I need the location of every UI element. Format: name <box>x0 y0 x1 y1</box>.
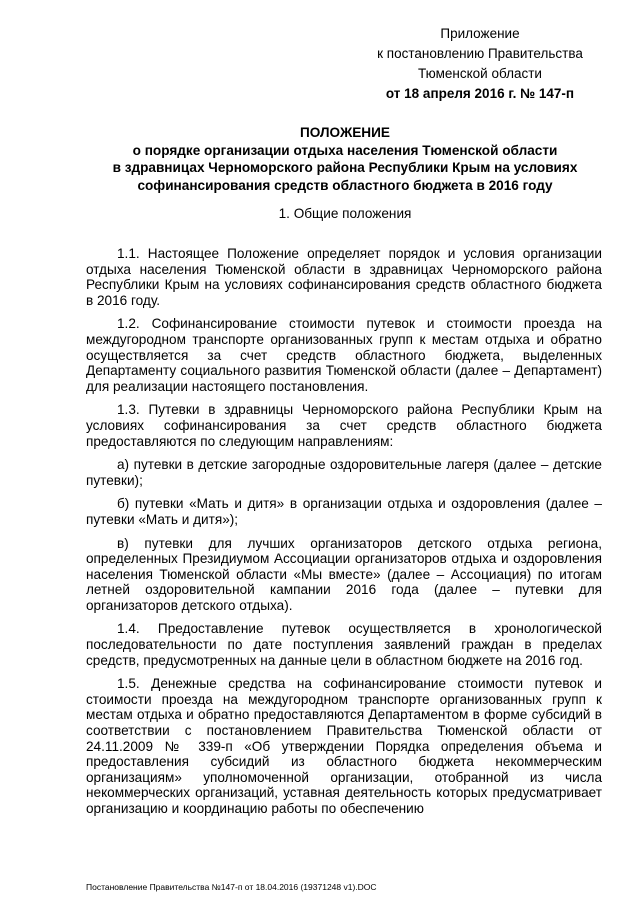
header-line-resolution: к постановлению Правительства <box>377 46 583 61</box>
paragraph-1-3: 1.3. Путевки в здравницы Черноморского района Республики Крым на условиях софинансирования за счет средств областного бюджета предоставляются по следующим направлениям: <box>86 402 602 449</box>
paragraph-1-3-a: а) путевки в детские загородные оздоровительные лагеря (далее – детские путевки); <box>86 457 602 488</box>
header-line-date-number: от 18 апреля 2016 г. № 147-п <box>385 86 575 101</box>
title-line-2: в здравницах Черноморского района Республики Крым на условиях <box>112 160 578 175</box>
paragraph-1-3-v: в) путевки для лучших организаторов детского отдыха региона, определенных Президиумом Ассоциации организаторов отдыха и оздоровления населения Тюменской области «Мы вместе» (далее – Ассоциация) по итогам летней оздоровительной кампании 2016 года (далее – путевки для организаторов детского отдыха). <box>86 535 602 613</box>
document-body <box>86 246 602 825</box>
appendix-header <box>360 24 600 104</box>
paragraph-1-2: 1.2. Софинансирование стоимости путевок и стоимости проезда на междугородном транспорте организованных групп к местам отдыха и обратно осуществляется за счет средств областного бюджета, выделенных Департаменту социального развития Тюменской области (далее – Департамент) для реализации настоящего постановления. <box>86 316 602 394</box>
paragraph-1-5: 1.5. Денежные средства на софинансирование стоимости путевок и стоимости проезда на междугородном транспорте организованных групп к местам отдыха и обратно предоставляются Департаментом в форме субсидий в соответствии с постановлением Правительства Тюменской области от 24.11.2009 № 339-п «Об утверждении Порядка определения объема и предоставления субсидий из областного бюджета некоммерческим организациям» уполномоченной организации, отобранной из числа некоммерческих организаций, уставная деятельность которых предусматривает организацию и координацию работы по обеспечению <box>86 676 602 816</box>
title-line-1: о порядке организации отдыха населения Тюменской области <box>132 142 558 158</box>
header-line-region: Тюменской области <box>418 66 542 81</box>
page-footer: Постановление Правительства №147-п от 18.04.2016 (19371248 v1).DOC <box>86 882 377 892</box>
title-heading: ПОЛОЖЕНИЕ <box>300 125 390 140</box>
document-title <box>86 124 604 194</box>
header-line-appendix: Приложение <box>440 26 520 41</box>
section-heading: 1. Общие положения <box>278 206 412 221</box>
paragraph-1-1: 1.1. Настоящее Положение определяет порядок и условия организации отдыха населения Тюменской области в здравницах Черноморского района Республики Крым на условиях софинансирования средств областного бюджета в 2016 году. <box>86 246 602 308</box>
paragraph-1-4: 1.4. Предоставление путевок осуществляется в хронологической последовательности по дате поступления заявлений граждан в пределах средств, предусмотренных на данные цели в областном бюджете на 2016 год. <box>86 621 602 668</box>
title-line-3: софинансирования средств областного бюджета в 2016 году <box>137 177 553 193</box>
paragraph-1-3-b: б) путевки «Мать и дитя» в организации отдыха и оздоровления (далее – путевки «Мать и дитя»); <box>86 496 602 527</box>
